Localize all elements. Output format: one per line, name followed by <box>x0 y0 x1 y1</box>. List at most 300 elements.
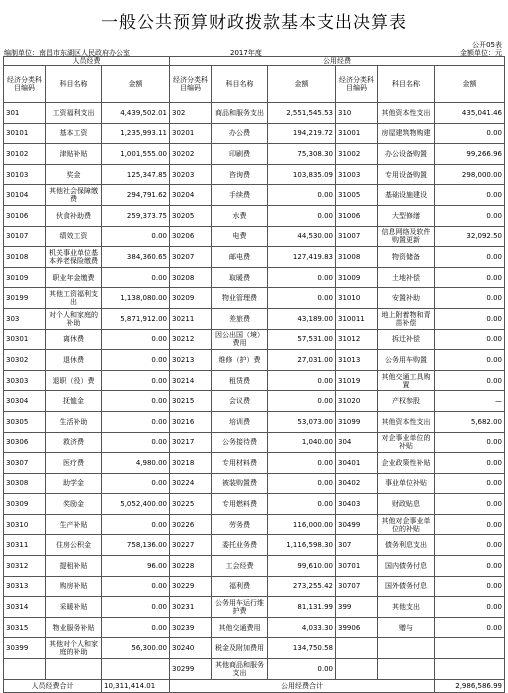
header-cell: 科目名称 <box>212 66 268 103</box>
table-cell <box>378 638 435 659</box>
table-cell: 大型修缮 <box>378 205 435 226</box>
table-row <box>4 535 505 556</box>
table-cell: 30107 <box>4 226 46 247</box>
table-cell: 0.00 <box>435 556 505 577</box>
table-cell: 30401 <box>336 453 378 474</box>
table-cell: 30313 <box>4 576 46 597</box>
table-cell: 工资福利支出 <box>46 103 102 124</box>
table-cell: 公务接待费 <box>212 432 268 453</box>
table-cell: 退休费 <box>46 350 102 371</box>
table-cell: 0.00 <box>268 494 336 515</box>
table-cell: 30214 <box>170 370 212 391</box>
table-cell: 救济费 <box>46 432 102 453</box>
table-cell: 310011 <box>336 308 378 329</box>
table-row <box>4 638 505 659</box>
table-cell: 伙食补助费 <box>46 205 102 226</box>
table-cell: 提租补贴 <box>46 556 102 577</box>
table-cell: 0.00 <box>268 391 336 412</box>
table-row <box>4 576 505 597</box>
table-cell: 0.00 <box>268 659 336 680</box>
expenditure-table <box>3 56 505 693</box>
table-row <box>4 144 505 165</box>
table-cell: 国外债务付息 <box>378 576 435 597</box>
table-cell: 30307 <box>4 453 46 474</box>
table-cell: 758,136.00 <box>102 535 170 556</box>
table-cell: 30102 <box>4 144 46 165</box>
table-cell: 对个人和家庭的补助 <box>46 308 102 329</box>
table-cell: 30211 <box>170 308 212 329</box>
header-cell: 金额 <box>268 66 336 103</box>
table-cell: 其他对企事业单位的补贴 <box>378 514 435 535</box>
table-cell: 1,116,598.30 <box>268 535 336 556</box>
table-cell: 基础设施建设 <box>378 185 435 206</box>
table-cell: 0.00 <box>102 473 170 494</box>
table-row <box>4 473 505 494</box>
group-personnel: 人员经费 <box>4 57 170 66</box>
table-cell: 专用燃料费 <box>212 494 268 515</box>
table-body <box>4 103 505 680</box>
table-cell: 0.00 <box>268 205 336 226</box>
table-cell: 30304 <box>4 391 46 412</box>
table-cell: 5,871,912.00 <box>102 308 170 329</box>
table-cell: 赠与 <box>378 617 435 638</box>
table-cell: 30207 <box>170 247 212 268</box>
table-cell: 5,682.00 <box>435 411 505 432</box>
table-cell: 办公设备购置 <box>378 144 435 165</box>
table-cell: 租赁费 <box>212 370 268 391</box>
table-cell: 奖金 <box>46 164 102 185</box>
table-cell: 其他工资福利支出 <box>46 288 102 309</box>
table-cell: 4,439,502.01 <box>102 103 170 124</box>
table-cell: 30402 <box>336 473 378 494</box>
table-cell: 307 <box>336 535 378 556</box>
table-cell: 0.00 <box>435 308 505 329</box>
table-cell: 国内债务付息 <box>378 556 435 577</box>
table-cell: 0.00 <box>102 391 170 412</box>
table-cell: 57,531.00 <box>268 329 336 350</box>
table-row <box>4 329 505 350</box>
table-row <box>4 370 505 391</box>
currency-unit: 金额单位：元 <box>460 49 502 57</box>
table-row <box>4 288 505 309</box>
table-cell: 因公出国（境）费用 <box>212 329 268 350</box>
table-cell: 其他资本性支出 <box>378 411 435 432</box>
table-cell: 0.00 <box>435 576 505 597</box>
table-cell: 30240 <box>170 638 212 659</box>
table-cell: 0.00 <box>102 350 170 371</box>
table-cell: 30309 <box>4 494 46 515</box>
table-cell: 0.00 <box>102 267 170 288</box>
table-cell: 产权参股 <box>378 391 435 412</box>
table-cell: 30227 <box>170 535 212 556</box>
table-cell: 0.00 <box>268 267 336 288</box>
table-cell: 30201 <box>170 123 212 144</box>
table-cell: 财政贴息 <box>378 494 435 515</box>
table-cell: 0.00 <box>435 453 505 474</box>
table-cell: 30499 <box>336 514 378 535</box>
table-cell: 127,419.83 <box>268 247 336 268</box>
table-cell: 259,373.75 <box>102 205 170 226</box>
table-cell: 435,041.46 <box>435 103 505 124</box>
table-cell: 0.00 <box>435 288 505 309</box>
table-cell: 44,530.00 <box>268 226 336 247</box>
table-cell: 退职（役）费 <box>46 370 102 391</box>
table-cell: 0.00 <box>435 514 505 535</box>
table-cell: 劳务费 <box>212 514 268 535</box>
table-cell: 福利费 <box>212 576 268 597</box>
table-cell: 273,255.42 <box>268 576 336 597</box>
table-cell: 电费 <box>212 226 268 247</box>
table-cell: 0.00 <box>102 432 170 453</box>
table-cell: 30403 <box>336 494 378 515</box>
table-cell: 1,040.00 <box>268 432 336 453</box>
table-cell: 住房公积金 <box>46 535 102 556</box>
table-cell: 0.00 <box>435 617 505 638</box>
table-cell: 31010 <box>336 288 378 309</box>
table-row <box>4 453 505 474</box>
table-row <box>4 226 505 247</box>
table-cell: 专用设备购置 <box>378 164 435 185</box>
table-cell: 56,300.00 <box>102 638 170 659</box>
table-cell: 301 <box>4 103 46 124</box>
table-cell: 房屋建筑物购建 <box>378 123 435 144</box>
table-cell: 邮电费 <box>212 247 268 268</box>
table-cell: 30109 <box>4 267 46 288</box>
table-cell: 信息网络及软件购置更新 <box>378 226 435 247</box>
table-cell: 维修（护）费 <box>212 350 268 371</box>
table-cell: 生产补贴 <box>46 514 102 535</box>
table-row <box>4 391 505 412</box>
table-cell: 31007 <box>336 226 378 247</box>
table-cell: 99,266.96 <box>435 144 505 165</box>
table-cell: 医疗费 <box>46 453 102 474</box>
table-cell <box>102 659 170 680</box>
table-cell: 30108 <box>4 247 46 268</box>
table-cell: 116,000.00 <box>268 514 336 535</box>
table-cell: 31012 <box>336 329 378 350</box>
table-cell: 1,235,993.11 <box>102 123 170 144</box>
table-cell: 津贴补贴 <box>46 144 102 165</box>
table-cell: 4,033.30 <box>268 617 336 638</box>
header-cell: 科目名称 <box>46 66 102 103</box>
table-cell <box>46 659 102 680</box>
table-cell: 96.00 <box>102 556 170 577</box>
table-cell: 125,347.85 <box>102 164 170 185</box>
table-cell: 31008 <box>336 247 378 268</box>
table-cell: 其他支出 <box>378 597 435 618</box>
table-cell: 30204 <box>170 185 212 206</box>
table-cell: 43,189.00 <box>268 308 336 329</box>
header-cell: 科目名称 <box>378 66 435 103</box>
table-cell: 2,551,545.53 <box>268 103 336 124</box>
header-cell: 金额 <box>435 66 505 103</box>
table-cell: 0.00 <box>435 535 505 556</box>
table-cell: 30231 <box>170 597 212 618</box>
table-cell: 30239 <box>170 617 212 638</box>
table-cell: 30302 <box>4 350 46 371</box>
table-cell: 30229 <box>170 576 212 597</box>
table-cell: 75,308.30 <box>268 144 336 165</box>
header-cell: 经济分类科目编码 <box>170 66 212 103</box>
table-cell: 32,092.50 <box>435 226 505 247</box>
table-cell: 31013 <box>336 350 378 371</box>
table-cell: 30216 <box>170 411 212 432</box>
table-row <box>4 103 505 124</box>
table-row <box>4 123 505 144</box>
table-cell: 30212 <box>170 329 212 350</box>
table-cell: 30199 <box>4 288 46 309</box>
table-cell: 30104 <box>4 185 46 206</box>
table-cell: 53,073.00 <box>268 411 336 432</box>
table-cell: 5,052,400.00 <box>102 494 170 515</box>
table-cell: 298,000.00 <box>435 164 505 185</box>
table-cell: 抚恤金 <box>46 391 102 412</box>
table-cell: 31020 <box>336 391 378 412</box>
table-cell: 0.00 <box>268 370 336 391</box>
table-cell: 30228 <box>170 556 212 577</box>
table-cell: 企业政策性补贴 <box>378 453 435 474</box>
table-cell: 购房补贴 <box>46 576 102 597</box>
table-row <box>4 247 505 268</box>
table-row <box>4 411 505 432</box>
table-cell: 其他交通工具购置 <box>378 370 435 391</box>
table-row <box>4 494 505 515</box>
table-cell: 30101 <box>4 123 46 144</box>
header-cell: 经济分类科目编码 <box>4 66 46 103</box>
header-cell: 经济分类科目编码 <box>336 66 378 103</box>
table-cell: 工会经费 <box>212 556 268 577</box>
table-cell: 采暖补贴 <box>46 597 102 618</box>
table-cell: 商品和服务支出 <box>212 103 268 124</box>
personnel-total-label: 人员经费合计 <box>4 679 102 692</box>
table-cell: 0.00 <box>102 576 170 597</box>
table-cell: 土地补偿 <box>378 267 435 288</box>
table-cell: 31003 <box>336 164 378 185</box>
table-row <box>4 308 505 329</box>
table-cell: 手续费 <box>212 185 268 206</box>
table-cell: 31005 <box>336 185 378 206</box>
table-cell: 0.00 <box>102 226 170 247</box>
table-cell: 0.00 <box>268 473 336 494</box>
table-row <box>4 617 505 638</box>
table-cell: 30308 <box>4 473 46 494</box>
table-cell: 债务利息支出 <box>378 535 435 556</box>
table-cell: 30213 <box>170 350 212 371</box>
table-cell: 安置补助 <box>378 288 435 309</box>
table-cell: 公务用车运行维护费 <box>212 597 268 618</box>
table-row <box>4 432 505 453</box>
fiscal-year: 2017年度 <box>230 49 262 57</box>
table-row <box>4 267 505 288</box>
table-cell: 30312 <box>4 556 46 577</box>
table-cell: 310 <box>336 103 378 124</box>
table-cell: 30299 <box>170 659 212 680</box>
header-cell: 金额 <box>102 66 170 103</box>
table-cell: 物业服务补贴 <box>46 617 102 638</box>
table-cell: 0.00 <box>435 350 505 371</box>
group-public: 公用经费 <box>170 57 505 66</box>
table-cell: 0.00 <box>435 185 505 206</box>
table-cell: 差旅费 <box>212 308 268 329</box>
table-cell: 办公费 <box>212 123 268 144</box>
table-cell: 303 <box>4 308 46 329</box>
table-cell: 职业年金缴费 <box>46 267 102 288</box>
table-cell: 302 <box>170 103 212 124</box>
table-cell: 基本工资 <box>46 123 102 144</box>
table-cell: 31009 <box>336 267 378 288</box>
table-row <box>4 514 505 535</box>
table-cell: 绩效工资 <box>46 226 102 247</box>
table-cell: 81,131.99 <box>268 597 336 618</box>
table-cell: 对企事业单位的补贴 <box>378 432 435 453</box>
table-cell: 27,031.00 <box>268 350 336 371</box>
public-total-label: 公用经费合计 <box>170 679 435 692</box>
table-cell: 0.00 <box>268 453 336 474</box>
table-cell: 30215 <box>170 391 212 412</box>
table-cell: 30224 <box>170 473 212 494</box>
table-cell: 拆迁补偿 <box>378 329 435 350</box>
compiling-unit: 编制单位：南昌市东湖区人民政府办公室 <box>4 49 130 57</box>
public-total-value: 2,986,586.99 <box>435 679 505 692</box>
table-cell: 99,610.00 <box>268 556 336 577</box>
table-cell: 30306 <box>4 432 46 453</box>
table-cell: 194,219.72 <box>268 123 336 144</box>
table-cell: 30205 <box>170 205 212 226</box>
table-cell <box>435 638 505 659</box>
table-cell: 被装购置费 <box>212 473 268 494</box>
table-cell: 103,835.09 <box>268 164 336 185</box>
table-cell: 地上附着物和青苗补偿 <box>378 308 435 329</box>
table-cell <box>4 659 46 680</box>
table-cell: 0.00 <box>268 288 336 309</box>
table-cell: 39906 <box>336 617 378 638</box>
table-cell: 0.00 <box>102 370 170 391</box>
table-cell: 30106 <box>4 205 46 226</box>
table-cell: 0.00 <box>435 123 505 144</box>
table-cell: 生活补助 <box>46 411 102 432</box>
table-cell: 134,750.58 <box>268 638 336 659</box>
table-cell: 培训费 <box>212 411 268 432</box>
table-cell: 0.00 <box>435 247 505 268</box>
table-row <box>4 659 505 680</box>
table-cell: 30225 <box>170 494 212 515</box>
table-cell: 专用材料费 <box>212 453 268 474</box>
table-cell: 咨询费 <box>212 164 268 185</box>
table-cell: — <box>435 391 505 412</box>
table-cell: 30208 <box>170 267 212 288</box>
table-cell: 离休费 <box>46 329 102 350</box>
table-cell: 30206 <box>170 226 212 247</box>
table-cell: 公务用车购置 <box>378 350 435 371</box>
table-cell: 物业管理费 <box>212 288 268 309</box>
table-cell: 30315 <box>4 617 46 638</box>
table-cell: 印刷费 <box>212 144 268 165</box>
table-cell: 1,138,080.00 <box>102 288 170 309</box>
table-cell: 0.00 <box>102 411 170 432</box>
table-cell: 30301 <box>4 329 46 350</box>
table-cell: 30314 <box>4 597 46 618</box>
table-row <box>4 556 505 577</box>
table-cell: 0.00 <box>435 432 505 453</box>
table-row <box>4 597 505 618</box>
table-cell: 其他交通费用 <box>212 617 268 638</box>
table-cell: 31006 <box>336 205 378 226</box>
table-cell: 水费 <box>212 205 268 226</box>
table-cell: 30203 <box>170 164 212 185</box>
table-row <box>4 350 505 371</box>
personnel-total-value: 10,311,414.01 <box>102 679 170 692</box>
table-cell: 384,360.65 <box>102 247 170 268</box>
table-cell: 0.00 <box>435 370 505 391</box>
table-cell: 0.00 <box>435 494 505 515</box>
table-cell: 其他对个人和家庭的补助 <box>46 638 102 659</box>
page-title: 一般公共预算财政拨款基本支出决算表 <box>101 13 407 33</box>
table-cell: 30310 <box>4 514 46 535</box>
table-row <box>4 164 505 185</box>
table-cell: 30701 <box>336 556 378 577</box>
table-cell: 0.00 <box>435 329 505 350</box>
table-cell: 0.00 <box>268 185 336 206</box>
table-cell: 事业单位补贴 <box>378 473 435 494</box>
table-cell: 0.00 <box>102 597 170 618</box>
table-cell: 其他资本性支出 <box>378 103 435 124</box>
table-cell <box>336 638 378 659</box>
table-cell <box>435 659 505 680</box>
table-cell: 0.00 <box>102 329 170 350</box>
table-cell: 助学金 <box>46 473 102 494</box>
table-cell: 30103 <box>4 164 46 185</box>
table-cell: 31002 <box>336 144 378 165</box>
table-cell: 294,791.62 <box>102 185 170 206</box>
table-cell: 30209 <box>170 288 212 309</box>
table-cell: 31099 <box>336 411 378 432</box>
table-cell: 30305 <box>4 411 46 432</box>
table-cell: 物资储备 <box>378 247 435 268</box>
table-cell: 30217 <box>170 432 212 453</box>
table-cell: 0.00 <box>102 514 170 535</box>
table-cell: 1,001,555.00 <box>102 144 170 165</box>
table-cell: 0.00 <box>435 267 505 288</box>
table-cell <box>378 659 435 680</box>
table-row <box>4 185 505 206</box>
table-cell: 会议费 <box>212 391 268 412</box>
table-cell: 0.00 <box>435 205 505 226</box>
table-cell: 税金及附加费用 <box>212 638 268 659</box>
table-cell: 机关事业单位基本养老保险缴费 <box>46 247 102 268</box>
table-row <box>4 205 505 226</box>
table-cell: 奖励金 <box>46 494 102 515</box>
table-cell: 399 <box>336 597 378 618</box>
table-cell: 0.00 <box>435 597 505 618</box>
form-code: 公开05表 <box>472 41 502 49</box>
table-cell: 4,980.00 <box>102 453 170 474</box>
table-cell: 30399 <box>4 638 46 659</box>
table-cell: 其他社会保障缴费 <box>46 185 102 206</box>
table-cell: 30226 <box>170 514 212 535</box>
table-cell: 其他商品和服务支出 <box>212 659 268 680</box>
table-cell: 30303 <box>4 370 46 391</box>
table-cell: 委托业务费 <box>212 535 268 556</box>
table-cell: 取暖费 <box>212 267 268 288</box>
table-cell: 30218 <box>170 453 212 474</box>
table-cell: 31019 <box>336 370 378 391</box>
table-cell: 0.00 <box>102 617 170 638</box>
table-cell: 0.00 <box>435 473 505 494</box>
table-cell: 30202 <box>170 144 212 165</box>
table-cell: 31001 <box>336 123 378 144</box>
table-cell: 30707 <box>336 576 378 597</box>
table-cell <box>336 659 378 680</box>
